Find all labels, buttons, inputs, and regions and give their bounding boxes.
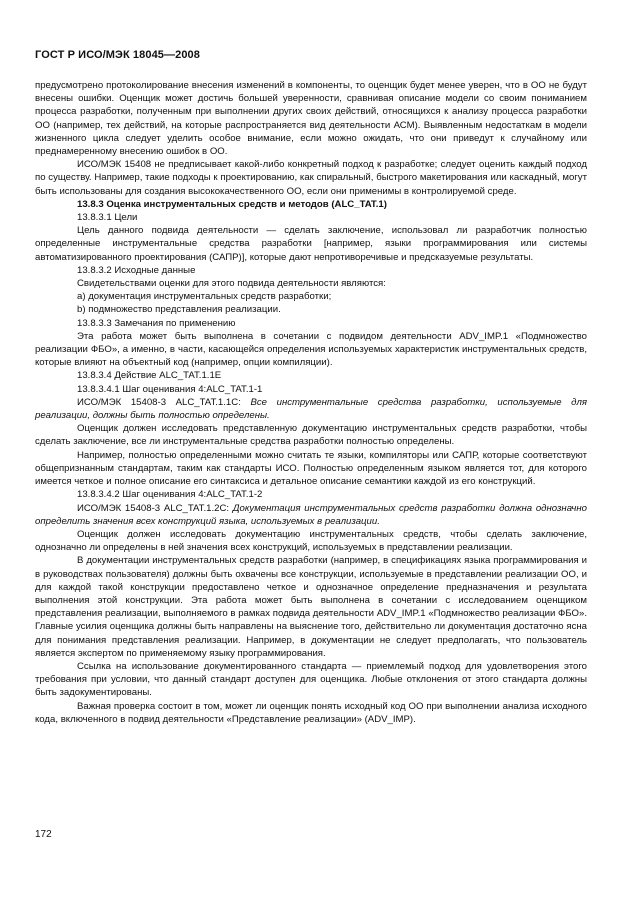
subsection-heading: 13.8.3.4.1 Шаг оценивания 4:ALC_TAT.1-1 <box>77 383 263 395</box>
paragraph: Например, полностью определенными можно считать те языки, компиляторы или САПР, которые соответствуют общепризнанным стандартам, таким как стандарты ИСО. Полностью определенным языком является тот, для которого имеется четкое и полное описание его синтаксиса и детальное описание семантики каждой из его конструкций. <box>35 449 587 488</box>
requirement-ref: ИСО/МЭК 15408-3 ALC_TAT.1.1C: <box>77 396 251 408</box>
subsection-heading: 13.8.3.1 Цели <box>77 212 138 224</box>
list-item: b) подмножество представления реализации. <box>77 304 281 316</box>
paragraph: В документации инструментальных средств разработки (например, в спецификациях языка программирования и в руководствах пользователя) должны быть охвачены все конструкции, используемые в представлении реализации ОО, и для каждой такой конструкции предоставлено четкое и однозначное определение предназначения и результата выполнения этой конструкции. Эта работа может быть выполнена в сочетании с исследованием оценщиком представления реализации, выполняемого в рамках подвида деятельности ADV_IMP.1 «Подмножество реализации ФБО». Главные усилия оценщика должны быть направлены на выяснение того, действительно ли документация достаточно ясна для понимания представления реализации. Например, в документации не следует предполагать, что пользователь является экспертом по применяемому языку программирования. <box>35 555 587 659</box>
paragraph: Эта работа может быть выполнена в сочетании с подвидом деятельности ADV_IMP.1 «Подмножество реализации ФБО», а именно, в части, касающейся определения используемых характеристик инструментальных средств, которые влияют на объектный код (например, опции компиляции). <box>35 330 587 369</box>
subsection-heading: 13.8.3.3 Замечания по применению <box>77 317 236 329</box>
document-header: ГОСТ Р ИСО/МЭК 18045—2008 <box>35 49 200 61</box>
requirement-paragraph <box>35 502 587 528</box>
requirement-text: Документация инструментальных средств разработки должна однозначно определить значения всех конструкций языка, используемых в реализации. <box>35 502 587 527</box>
paragraph: Ссылка на использование документированного стандарта — приемлемый подход для удовлетворения этого требования при условии, что данный стандарт доступен для оценщика. Любые отклонения от этого стандарта должны быть задокументированы. <box>35 660 587 699</box>
subsection-heading: 13.8.3.4 Действие ALC_TAT.1.1E <box>77 370 222 382</box>
paragraph: Важная проверка состоит в том, может ли оценщик понять исходный код ОО при выполнении анализа исходного кода, включенного в подвид деятельности «Представление реализации» (ADV_IMP). <box>35 700 587 725</box>
subsection-heading: 13.8.3.4.2 Шаг оценивания 4:ALC_TAT.1-2 <box>77 489 263 501</box>
requirement-text: Все инструментальные средства разработки, используемые для реализации, должны быть полностью определены. <box>35 396 587 422</box>
section-heading: 13.8.3 Оценка инструментальных средств и методов (ALC_TAT.1) <box>77 198 387 210</box>
paragraph: Оценщик должен исследовать представленную документацию инструментальных средств разработки, чтобы сделать заключение, все ли инструментальные средства разработки полностью определены. <box>35 423 587 448</box>
requirement-ref: ИСО/МЭК 15408-3 ALC_TAT.1.2C: <box>77 502 233 514</box>
list-item: a) документация инструментальных средств разработки; <box>77 291 332 303</box>
paragraph: Оценщик должен исследовать документацию инструментальных средств, чтобы сделать заключение, однозначно ли определены в ней значения всех конструкций, используемых в представлении реализации. <box>35 528 587 554</box>
paragraph: Свидетельствами оценки для этого подвида деятельности являются: <box>77 278 386 290</box>
page-number: 172 <box>35 829 52 840</box>
requirement-paragraph <box>35 396 587 422</box>
paragraph: предусмотрено протоколирование внесения изменений в компоненты, то оценщик будет менее уверен, что в ОО не будут внесены ошибки. Оценщик может достичь большей уверенности, сравнивая описание модели со своим пониманием процесса разработки, полученным при выполнении других своих действий, относящихся к анализу процесса разработки ОО (например, тех действий, на которые распространяется вид деятельности АСМ). Выявленным недостаткам в модели жизненного цикла следует уделить особое внимание, если можно ожидать, что они приведут к случайному или преднамеренному внесению ошибок в ОО. <box>35 80 587 158</box>
document-body <box>35 79 587 726</box>
paragraph: ИСО/МЭК 15408 не предписывает какой-либо конкретный подход к разработке; следует оценить каждый подход по существу. Например, такие подходы к проектированию, как спиральный, быстрого макетирования или каскадный, могут быть использованы для создания высококачественного ОО, если они применимы в контролируемой среде. <box>35 159 587 197</box>
paragraph: Цель данного подвида деятельности — сделать заключение, использовал ли разработчик полностью определенные инструментальные средства разработки [например, языки программирования или системы автоматизированного проектирования (САПР)], которые дают непротиворечивые и предсказуемые результаты. <box>35 225 587 263</box>
subsection-heading: 13.8.3.2 Исходные данные <box>77 264 196 276</box>
